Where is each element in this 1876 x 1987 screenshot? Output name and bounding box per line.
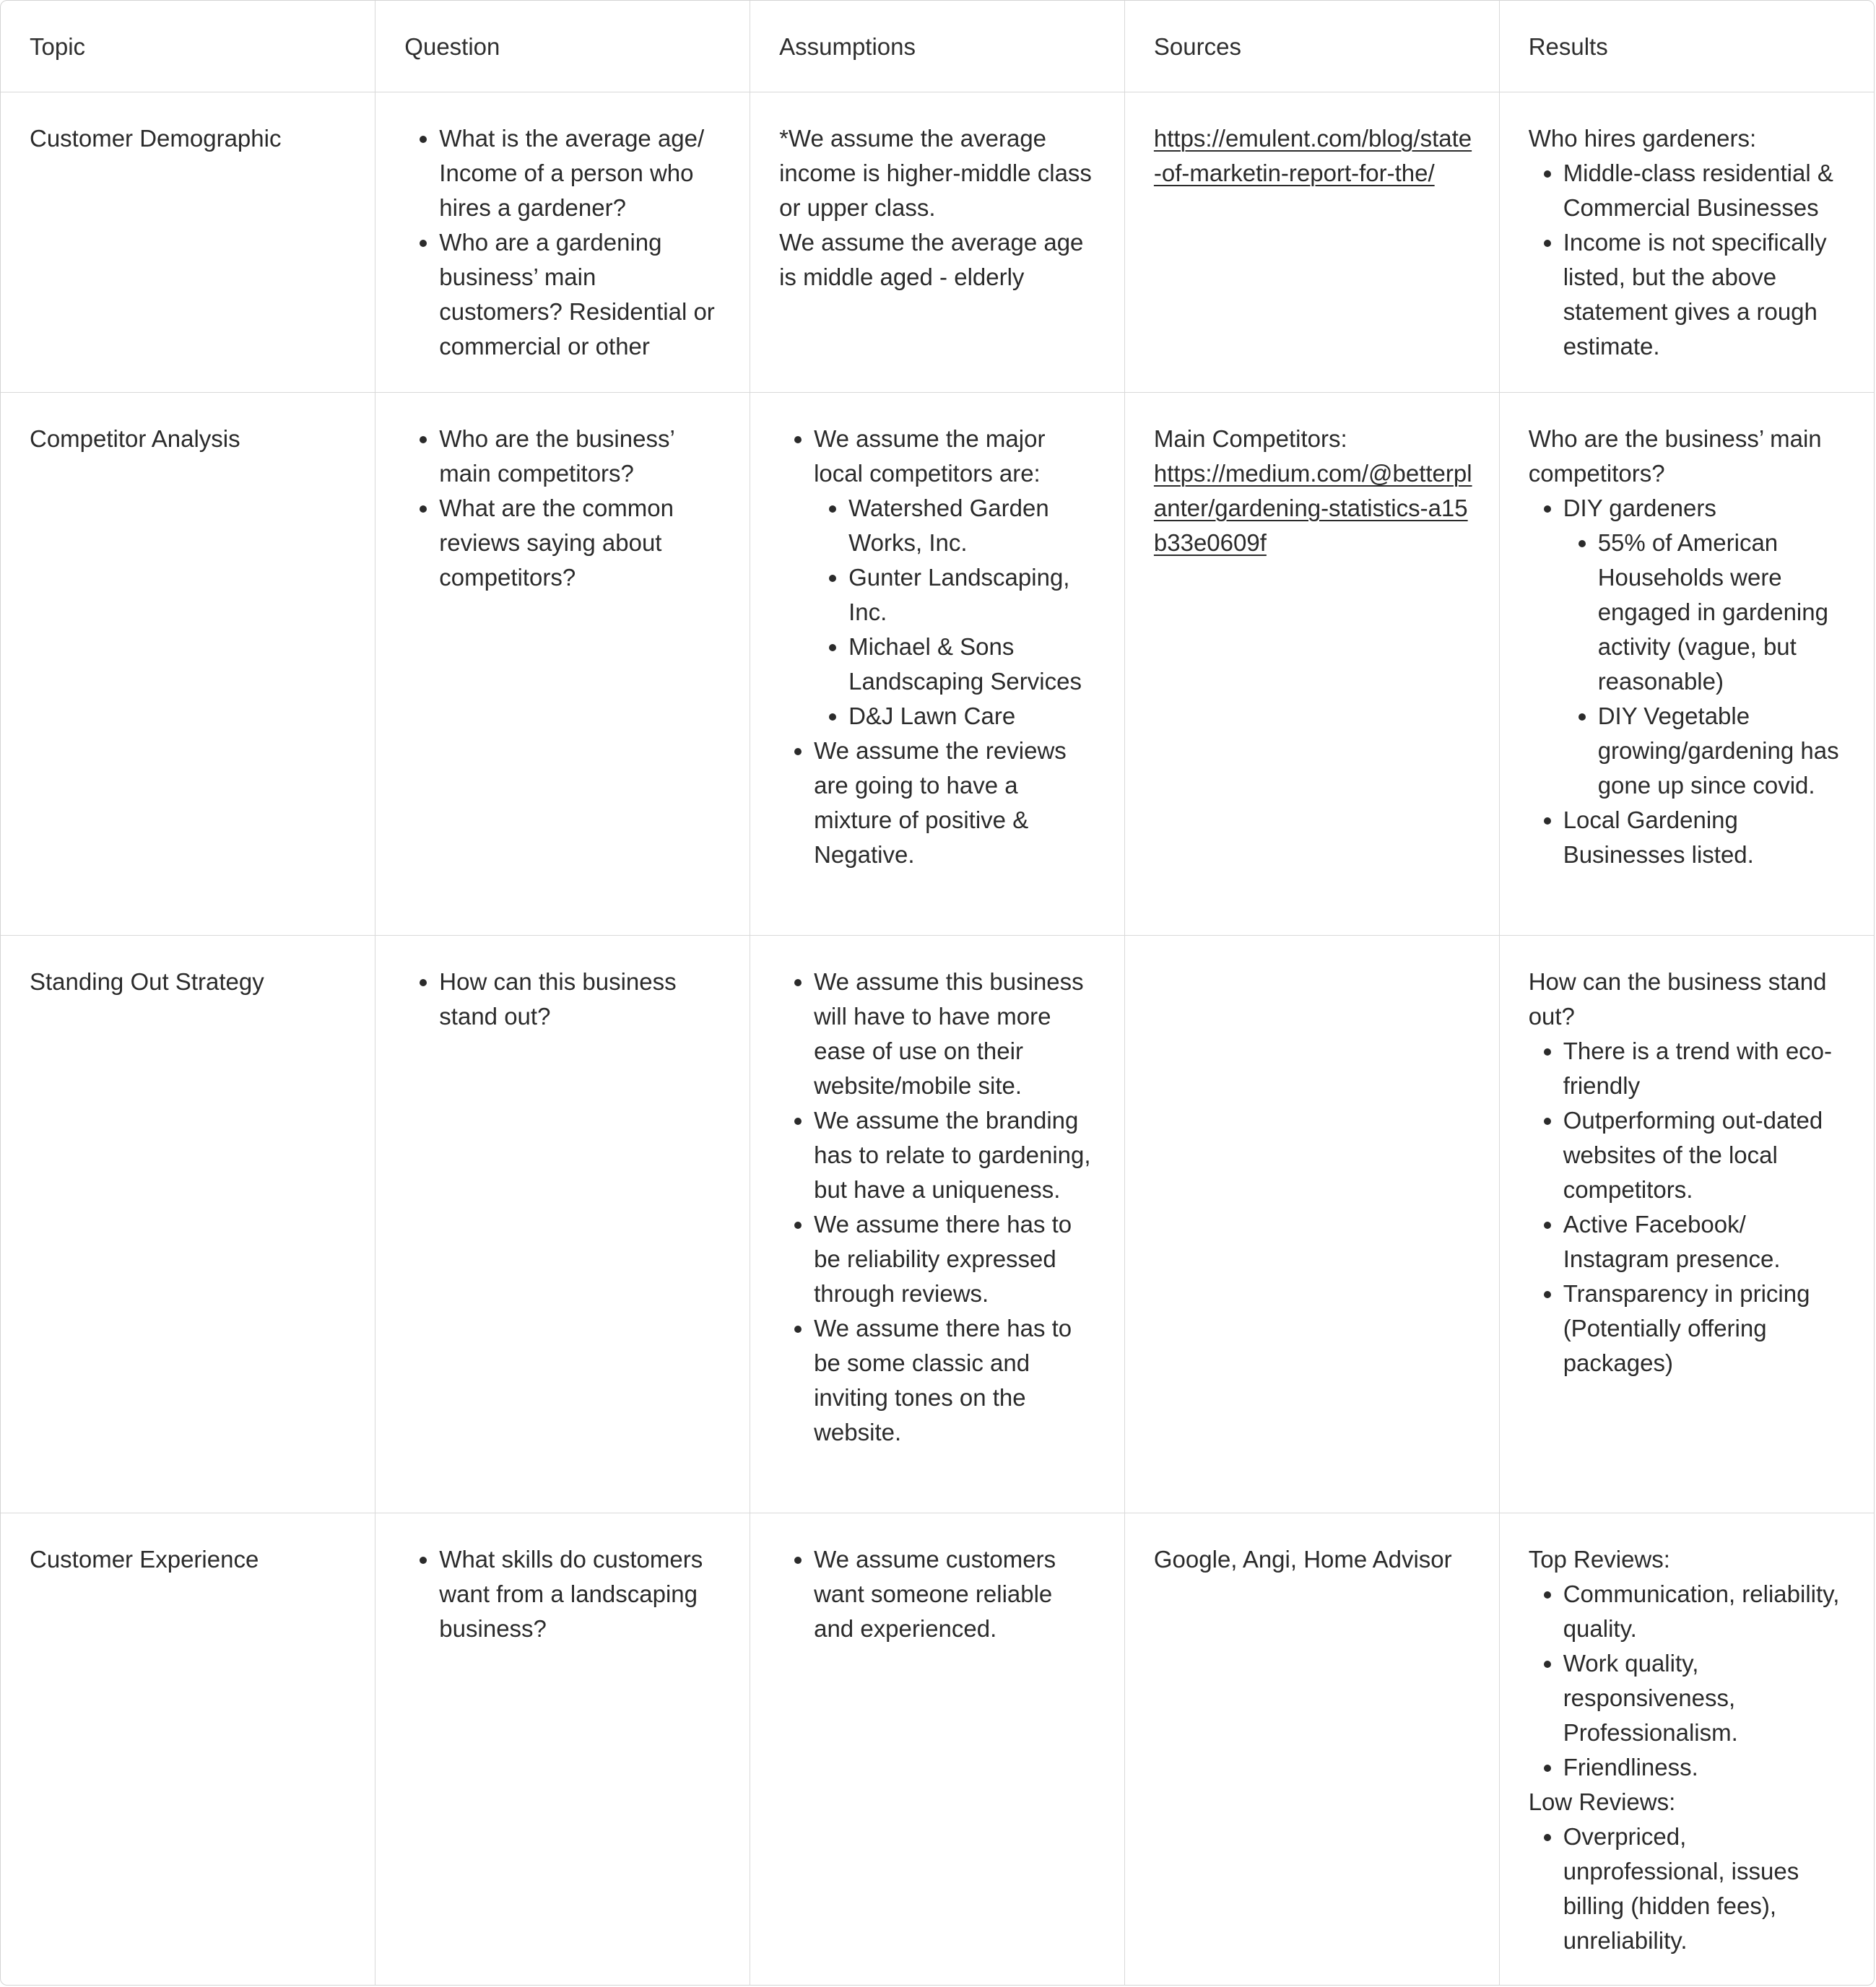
list-item: • D&J Lawn Care [848,699,1098,734]
header-assumptions: Assumptions [750,1,1125,92]
cell-sources [1124,92,1499,392]
cell-sources [1124,392,1499,935]
list-item: • Work quality, responsiveness, Professionalism. [1563,1646,1848,1750]
list-item: • Outperforming out-dated websites of the local competitors. [1563,1103,1848,1207]
question-list [404,1542,724,1646]
list-item: • We assume the reviews are going to have a mixture of positive & Negative. [814,734,1098,872]
list-item: • What skills do customers want from a landscaping business? [439,1542,724,1646]
list-item: • Who are a gardening business’ main customers? Residential or commercial or other [439,225,724,364]
question-list [404,422,724,595]
cell-question [375,92,750,392]
list-item: • DIY Vegetable growing/gardening has gone up since covid. [1598,699,1848,803]
cell-topic [1,92,375,392]
list-item [1563,491,1848,803]
list-item: • We assume there has to be some classic and inviting tones on the website. [814,1311,1098,1450]
results-list [1529,491,1848,872]
topic-label: Competitor Analysis [30,425,240,452]
list-item: • Who are the business’ main competitors? [439,422,724,491]
list-item: • Overpriced, unprofessional, issues billing (hidden fees), unreliability. [1563,1819,1848,1958]
list-item: • There is a trend with eco-friendly [1563,1034,1848,1103]
cell-question [375,935,750,1513]
cell-results [1499,392,1874,935]
cell-results [1499,1513,1874,1985]
cell-results [1499,92,1874,392]
list-item: • Transparency in pricing (Potentially offering packages) [1563,1277,1848,1381]
list-item: • Middle-class residential & Commercial Businesses [1563,156,1848,225]
list-item: • We assume customers want someone reliable and experienced. [814,1542,1098,1646]
assumption-intro: We assume the major local competitors are: [814,425,1046,487]
results-list [1529,156,1848,364]
topic-label: Customer Demographic [30,124,282,152]
list-item: • Income is not specifically listed, but the above statement gives a rough estimate. [1563,225,1848,364]
question-list [404,965,724,1034]
results-sublist [1563,526,1848,803]
assumption-text: We assume the average age is middle aged - elderly [779,228,1084,290]
list-item: • What are the common reviews saying about competitors? [439,491,724,595]
cell-question [375,392,750,935]
source-label: Main Competitors: [1153,425,1347,452]
topic-label: Standing Out Strategy [30,968,264,995]
list-item: • Friendliness. [1563,1750,1848,1785]
header-topic: Topic [1,1,375,92]
results-list [1529,1034,1848,1381]
assumption-text: *We assume the average income is higher-middle class or upper class. [779,124,1092,221]
assumption-list [779,965,1098,1450]
cell-topic [1,392,375,935]
assumption-list [779,422,1098,872]
source-link[interactable]: https://medium.com/@betterplanter/gardening-statistics-a15b33e0609f [1153,459,1472,556]
cell-assumptions [750,392,1125,935]
research-table [1,1,1874,1985]
header-row [1,1,1874,92]
cell-assumptions [750,1513,1125,1985]
list-item: • We assume there has to be reliability expressed through reviews. [814,1207,1098,1311]
cell-question [375,1513,750,1985]
header-results: Results [1499,1,1874,92]
list-item: • Gunter Landscaping, Inc. [848,560,1098,630]
list-item: • Local Gardening Businesses listed. [1563,803,1848,872]
cell-sources [1124,935,1499,1513]
results-heading: How can the business stand out? [1528,968,1827,1030]
list-item: • How can this business stand out? [439,965,724,1034]
question-list [404,121,724,364]
cell-topic [1,1513,375,1985]
cell-assumptions [750,92,1125,392]
list-item: • 55% of American Households were engaged in gardening activity (vague, but reasonable) [1598,526,1848,699]
list-item: • Active Facebook/ Instagram presence. [1563,1207,1848,1277]
results-heading: Who hires gardeners: [1528,124,1757,152]
result-diy: DIY gardeners [1563,494,1716,521]
results-heading: Who are the business’ main competitors? [1528,425,1822,487]
cell-sources [1124,1513,1499,1985]
topic-label: Customer Experience [30,1545,259,1573]
assumption-list [779,1542,1098,1646]
table-row-standing-out-strategy [1,935,1874,1513]
table-row-customer-demographic [1,92,1874,392]
table-row-customer-experience [1,1513,1874,1985]
list-item: • Communication, reliability, quality. [1563,1577,1848,1646]
list-item: • We assume the branding has to relate to gardening, but have a uniqueness. [814,1103,1098,1207]
cell-results [1499,935,1874,1513]
low-reviews-heading: Low Reviews: [1528,1788,1676,1815]
source-link[interactable]: https://emulent.com/blog/state-of-marketin-report-for-the/ [1153,124,1472,186]
cell-assumptions [750,935,1125,1513]
competitor-list [814,491,1098,734]
header-sources: Sources [1124,1,1499,92]
top-reviews-heading: Top Reviews: [1528,1545,1670,1573]
source-text: Google, Angi, Home Advisor [1153,1545,1452,1573]
header-question: Question [375,1,750,92]
list-item: • Michael & Sons Landscaping Services [848,630,1098,699]
low-reviews-list [1529,1819,1848,1958]
top-reviews-list [1529,1577,1848,1785]
list-item: • What is the average age/ Income of a person who hires a gardener? [439,121,724,225]
cell-topic [1,935,375,1513]
table-row-competitor-analysis [1,392,1874,935]
list-item: • Watershed Garden Works, Inc. [848,491,1098,560]
list-item [814,422,1098,734]
list-item: • We assume this business will have to have more ease of use on their website/mobile site. [814,965,1098,1103]
